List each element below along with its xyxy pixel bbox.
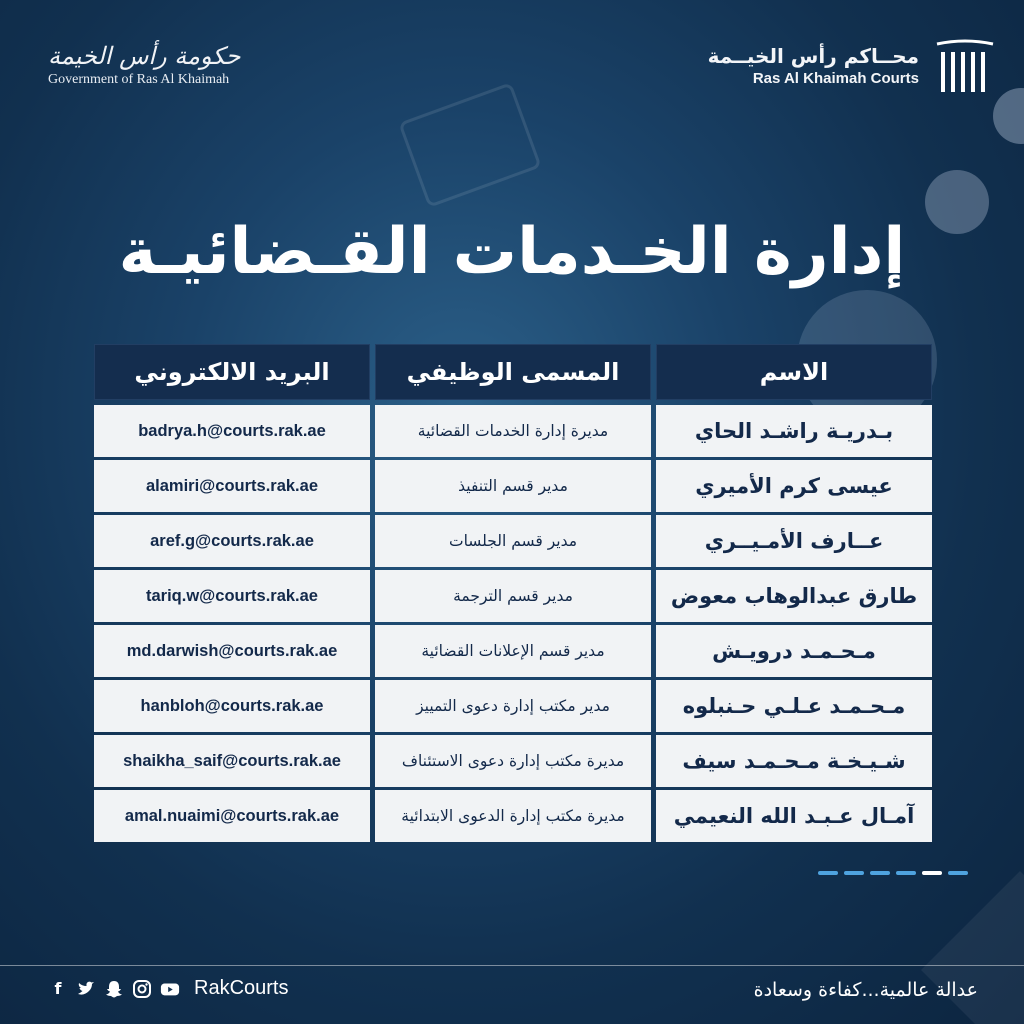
table-cell-email[interactable]: tariq.w@courts.rak.ae	[94, 570, 370, 622]
courts-name-english: Ras Al Khaimah Courts	[752, 70, 919, 87]
table-cell-job-title: مديرة إدارة الخدمات القضائية	[375, 405, 651, 457]
courts-name-arabic: محــاكم رأس الخيــمة	[707, 44, 919, 68]
instagram-icon[interactable]	[132, 979, 152, 999]
courts-logo-text	[708, 44, 919, 87]
courts-columns-icon	[935, 38, 995, 96]
header-job-title: المسمى الوظيفي	[375, 344, 651, 400]
table-cell-name: عــارف الأمـيــري	[656, 515, 932, 567]
slogan: عدالة عالمية...كفاءة وسعادة	[753, 979, 978, 1001]
table-cell-name: مـحـمـد عـلـي حـنبلوه	[656, 680, 932, 732]
table-cell-job-title: مدير قسم الإعلانات القضائية	[375, 625, 651, 677]
table-cell-email[interactable]: shaikha_saif@courts.rak.ae	[94, 735, 370, 787]
facebook-icon[interactable]: f	[54, 979, 62, 998]
table-cell-name: عيسى كرم الأميري	[656, 460, 932, 512]
envelope-watermark-icon	[398, 82, 542, 208]
government-logo-arabic: حكومة رأس الخيمة	[48, 42, 241, 70]
social-handle[interactable]: RakCourts	[194, 977, 289, 999]
table-cell-job-title: مديرة مكتب إدارة الدعوى الابتدائية	[375, 790, 651, 842]
table-cell-email[interactable]: badrya.h@courts.rak.ae	[94, 405, 370, 457]
table-cell-email[interactable]: hanbloh@courts.rak.ae	[94, 680, 370, 732]
table-cell-name: مـحـمـد درويـش	[656, 625, 932, 677]
header-email: البريد الالكتروني	[94, 344, 370, 400]
twitter-icon[interactable]	[76, 979, 96, 999]
table-cell-email[interactable]: alamiri@courts.rak.ae	[94, 460, 370, 512]
decorative-circle	[993, 88, 1024, 144]
table-cell-email[interactable]: aref.g@courts.rak.ae	[94, 515, 370, 567]
table-cell-name: آمـال عـبـد الله النعيمي	[656, 790, 932, 842]
table-cell-job-title: مديرة مكتب إدارة دعوى الاستئناف	[375, 735, 651, 787]
table-cell-name: شـيـخـة مـحـمـد سيف	[656, 735, 932, 787]
table-cell-email[interactable]: amal.nuaimi@courts.rak.ae	[94, 790, 370, 842]
government-logo	[48, 42, 268, 88]
table-cell-job-title: مدير قسم الجلسات	[375, 515, 651, 567]
decorative-shape	[921, 871, 1024, 1024]
table-cell-name: بـدريـة راشـد الحاي	[656, 405, 932, 457]
snapchat-icon[interactable]	[104, 979, 124, 999]
page-title: إدارة الخـدمات القـضائيـة	[118, 215, 906, 289]
table-cell-job-title: مدير قسم التنفيذ	[375, 460, 651, 512]
footer-divider	[0, 965, 1024, 966]
government-logo-english: Government of Ras Al Khaimah	[48, 72, 230, 87]
table-cell-name: طارق عبدالوهاب معوض	[656, 570, 932, 622]
table-cell-email[interactable]: md.darwish@courts.rak.ae	[94, 625, 370, 677]
table-cell-job-title: مدير قسم الترجمة	[375, 570, 651, 622]
table-cell-job-title: مدير مكتب إدارة دعوى التمييز	[375, 680, 651, 732]
youtube-icon[interactable]	[160, 979, 180, 999]
social-links	[48, 977, 288, 1000]
decorative-dashes	[818, 871, 968, 877]
header-name: الاسم	[656, 344, 932, 400]
